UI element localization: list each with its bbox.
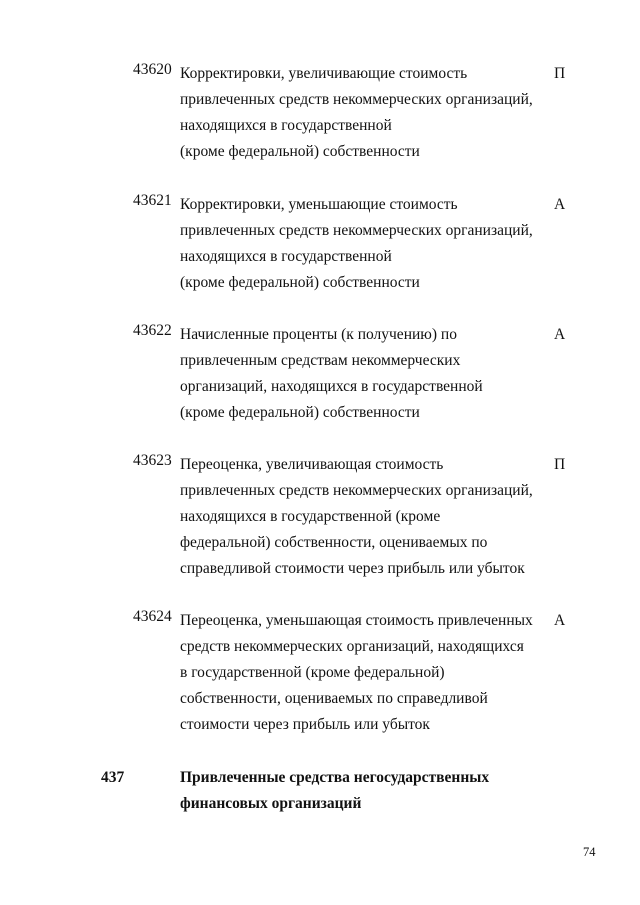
description-line: привлеченным средствам некоммерческих xyxy=(180,352,461,369)
description-line: Переоценка, увеличивающая стоимость xyxy=(180,456,444,473)
description-line: Корректировки, уменьшающие стоимость xyxy=(180,196,458,213)
account-type-marker: П xyxy=(554,456,566,473)
description-line: Переоценка, уменьшающая стоимость привлеченных xyxy=(180,612,533,629)
description-line: находящихся в государственной (кроме xyxy=(180,508,441,525)
description-line: находящихся в государственной xyxy=(180,248,392,265)
account-description xyxy=(180,452,550,582)
account-description xyxy=(180,192,550,296)
account-code: 43623 xyxy=(133,452,172,469)
description-line: (кроме федеральной) собственности xyxy=(180,404,420,421)
section-number: 437 xyxy=(101,769,125,786)
account-code: 43621 xyxy=(133,192,172,209)
section-title-line: Привлеченные средства негосударственных xyxy=(180,769,490,786)
description-line: справедливой стоимости через прибыль или убыток xyxy=(180,560,525,577)
account-type-marker: П xyxy=(554,65,566,82)
account-description xyxy=(180,608,550,738)
description-line: средств некоммерческих организаций, находящихся xyxy=(180,638,524,655)
account-code: 43624 xyxy=(133,608,172,625)
description-line: организаций, находящихся в государственной xyxy=(180,378,483,395)
description-line: (кроме федеральной) собственности xyxy=(180,274,420,291)
description-line: привлеченных средств некоммерческих организаций, xyxy=(180,91,533,108)
section-title-line: финансовых организаций xyxy=(180,795,362,812)
description-line: в государственной (кроме федеральной) xyxy=(180,664,445,681)
account-type-marker: А xyxy=(554,196,566,213)
description-line: Начисленные проценты (к получению) по xyxy=(180,326,457,343)
description-line: стоимости через прибыль или убыток xyxy=(180,716,430,733)
account-type-marker: А xyxy=(554,326,566,343)
description-line: привлеченных средств некоммерческих организаций, xyxy=(180,222,533,239)
section-title xyxy=(180,765,489,817)
account-description xyxy=(180,322,550,426)
description-line: (кроме федеральной) собственности xyxy=(180,143,420,160)
description-line: Корректировки, увеличивающие стоимость xyxy=(180,65,468,82)
description-line: федеральной) собственности, оцениваемых по xyxy=(180,534,488,551)
description-line: собственности, оцениваемых по справедливой xyxy=(180,690,488,707)
account-type-marker: А xyxy=(554,612,566,629)
page-number: 74 xyxy=(583,845,596,859)
description-line: находящихся в государственной xyxy=(180,117,392,134)
description-line: привлеченных средств некоммерческих организаций, xyxy=(180,482,533,499)
account-code: 43620 xyxy=(133,61,172,78)
account-description xyxy=(180,61,550,165)
account-code: 43622 xyxy=(133,322,172,339)
